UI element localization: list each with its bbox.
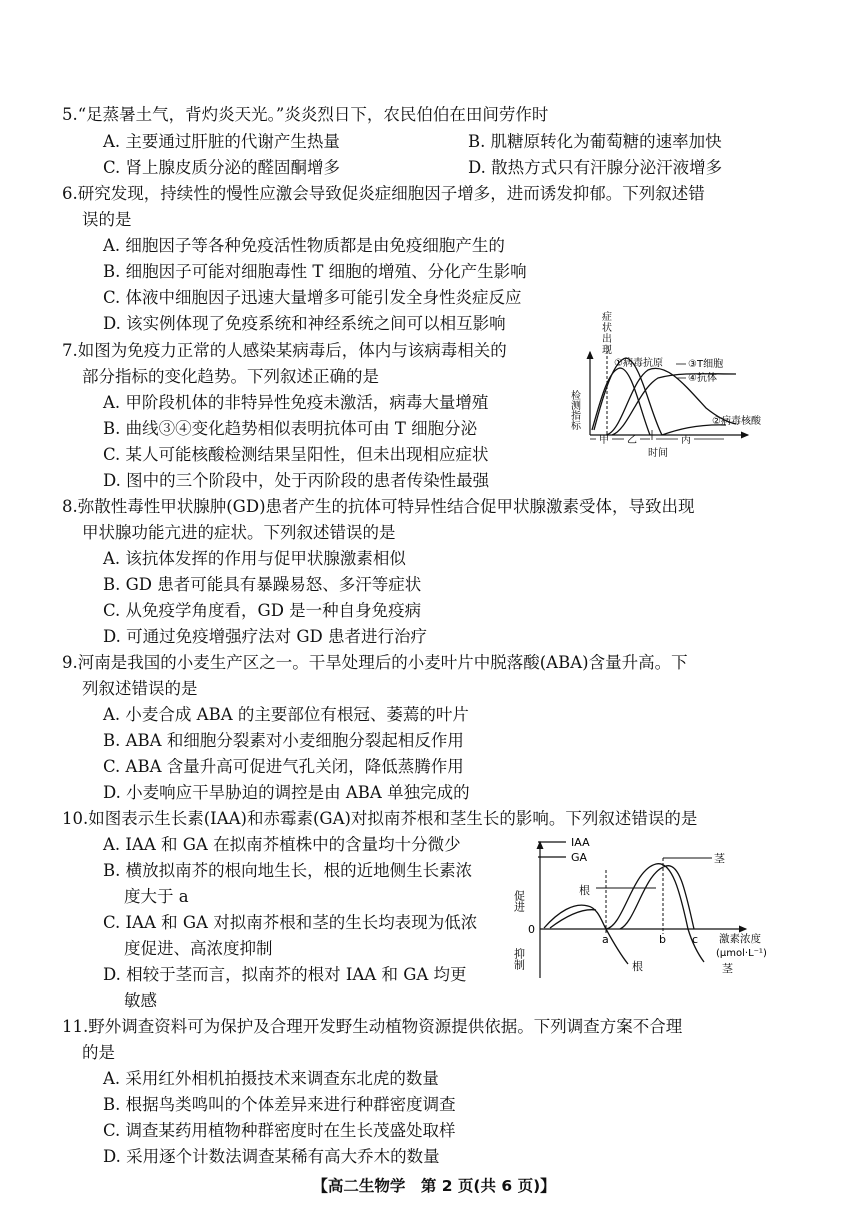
q8-option-c: C. 从免疫学角度看，GD 是一种自身免疫病	[103, 601, 422, 620]
label-viral-nucleic-acid: ②病毒核酸	[712, 416, 761, 427]
q10-option-b-line2: 度大于 a	[124, 887, 189, 906]
tick-c: c	[692, 933, 699, 946]
q11-option-d: D. 采用逐个计数法调查某稀有高大乔木的数量	[103, 1147, 440, 1166]
q7-option-c: C. 某人可能核酸检测结果呈阳性，但未出现相应症状	[103, 445, 489, 464]
q10-option-a: A. IAA 和 GA 在拟南芥植株中的含量均十分微少	[103, 835, 461, 854]
q11-option-a: A. 采用红外相机拍摄技术来调查东北虎的数量	[103, 1069, 439, 1088]
q9-option-c: C. ABA 含量升高可促进气孔关闭，降低蒸腾作用	[103, 757, 464, 776]
stem-label-top: 茎	[714, 852, 725, 865]
q9-option-b: B. ABA 和细胞分裂素对小麦细胞分裂起相反作用	[103, 731, 464, 750]
q6-option-a: A. 细胞因子等各种免疫活性物质都是由免疫细胞产生的	[103, 236, 505, 255]
stem-label-bottom: 茎	[722, 962, 733, 975]
tick-b: b	[659, 933, 666, 946]
q5-option-c: C. 肾上腺皮质分泌的醛固酮增多	[103, 158, 341, 177]
q10-option-d-line2: 敏感	[124, 991, 157, 1010]
q11-option-c: C. 调查某药用植物种群密度时在生长茂盛处取样	[103, 1121, 456, 1140]
q11-stem-line2: 的是	[82, 1043, 115, 1062]
tick-a: a	[602, 933, 609, 946]
q10-option-c-line2: 度促进、高浓度抑制	[124, 939, 273, 958]
q10-option-d-line1: D. 相较于茎而言，拟南芥的根对 IAA 和 GA 均更	[103, 965, 467, 984]
symptom-char-1: 症	[602, 312, 612, 323]
q7-option-a: A. 甲阶段机体的非特异性免疫未激活，病毒大量增殖	[103, 393, 489, 412]
legend-ga: GA	[571, 851, 588, 864]
symptom-char-2: 状	[602, 323, 612, 334]
q6-option-c: C. 体液中细胞因子迅速大量增多可能引发全身性炎症反应	[103, 288, 522, 307]
q8-option-b: B. GD 患者可能具有暴躁易怒、多汗等症状	[103, 575, 422, 594]
q8-stem-line1: 8.弥散性毒性甲状腺肿(GD)患者产生的抗体可特异性结合促甲状腺激素受体，导致出现	[62, 497, 695, 516]
q8-stem-line2: 甲状腺功能亢进的症状。下列叙述错误的是	[82, 523, 396, 542]
root-curve-ga	[550, 910, 596, 928]
symptom-char-4: 现	[602, 345, 612, 356]
q7-stem-line2: 部分指标的变化趋势。下列叙述正确的是	[82, 367, 379, 386]
q11-stem-line1: 11.野外调查资料可为保护及合理开发野生动植物资源提供依据。下列调查方案不合理	[62, 1017, 683, 1036]
curve-viral-nucleic-acid-peak	[594, 358, 662, 435]
q5-option-d: D. 散热方式只有汗腺分泌汗液增多	[468, 158, 723, 177]
q6-stem-line1: 6.研究发现，持续性的慢性应激会导致促炎症细胞因子增多，进而诱发抑郁。下列叙述错	[62, 184, 705, 203]
stage-jia: 甲	[599, 435, 609, 446]
y-axis-label: 检测指标	[568, 390, 580, 430]
q6-option-b: B. 细胞因子可能对细胞毒性 T 细胞的增殖、分化产生影响	[103, 262, 527, 281]
q6-option-d: D. 该实例体现了免疫系统和神经系统之间可以相互影响	[103, 314, 506, 333]
symptom-char-3: 出	[602, 334, 612, 345]
q11-option-b: B. 根据鸟类鸣叫的个体差异来进行种群密度调查	[103, 1095, 456, 1114]
hormone-effect-figure	[512, 830, 786, 980]
q10-option-b-line1: B. 横放拟南芥的根向地生长，根的近地侧生长素浓	[103, 861, 473, 880]
q9-option-a: A. 小麦合成 ABA 的主要部位有根冠、萎蔫的叶片	[103, 705, 469, 724]
root-curve-iaa	[544, 905, 628, 964]
label-t-cells: ③T细胞	[688, 359, 724, 370]
stage-bing: 丙	[681, 435, 691, 446]
q7-option-d: D. 图中的三个阶段中，处于丙阶段的患者传染性最强	[103, 471, 490, 490]
q5-stem: 5.“足蒸暑土气，背灼炎天光。”炎炎烈日下，农民伯伯在田间劳作时	[62, 105, 549, 124]
stage-yi: 乙	[627, 435, 637, 446]
root-label-bottom: 根	[632, 960, 643, 973]
page-footer: 【高二生物学 第 2 页(共 6 页)】	[312, 1177, 556, 1195]
stem-curve-iaa	[606, 864, 704, 962]
legend-iaa: IAA	[571, 836, 590, 849]
q7-option-b: B. 曲线③④变化趋势相似表明抗体可由 T 细胞分泌	[103, 419, 478, 438]
stem-curve-ga	[620, 866, 694, 929]
q7-stem-line1: 7.如图为免疫力正常的人感染某病毒后，体内与该病毒相关的	[62, 341, 507, 360]
q6-stem-line2: 误的是	[82, 210, 132, 229]
inhibit-label: 抑制	[512, 948, 526, 970]
x-axis-label-2: (μmol·L⁻¹)	[716, 948, 767, 959]
q9-stem-line1: 9.河南是我国的小麦生产区之一。干旱处理后的小麦叶片中脱落酸(ABA)含量升高。下	[62, 653, 688, 672]
x-axis-label-1: 激素浓度	[719, 933, 761, 945]
root-label-top: 根	[579, 884, 590, 897]
origin-zero: 0	[528, 923, 535, 936]
q5-option-a: A. 主要通过肝脏的代谢产生热量	[103, 132, 340, 151]
promote-label: 促进	[512, 890, 526, 912]
q8-option-a: A. 该抗体发挥的作用与促甲状腺激素相似	[103, 549, 406, 568]
q8-option-d: D. 可通过免疫增强疗法对 GD 患者进行治疗	[103, 627, 428, 646]
label-viral-antigen: ①病毒抗原	[614, 358, 663, 369]
virus-infection-figure	[566, 312, 778, 460]
q9-option-d: D. 小麦响应干旱胁迫的调控是由 ABA 单独完成的	[103, 783, 470, 802]
q9-stem-line2: 列叙述错误的是	[82, 679, 198, 698]
q5-option-b: B. 肌糖原转化为葡萄糖的速率加快	[468, 132, 722, 151]
q10-stem: 10.如图表示生长素(IAA)和赤霉素(GA)对拟南芥根和茎生长的影响。下列叙述错误的是	[62, 809, 698, 828]
x-axis-label: 时间	[648, 448, 668, 459]
label-antibody: ④抗体	[688, 373, 717, 384]
q10-option-c-line1: C. IAA 和 GA 对拟南芥根和茎的生长均表现为低浓	[103, 913, 478, 932]
